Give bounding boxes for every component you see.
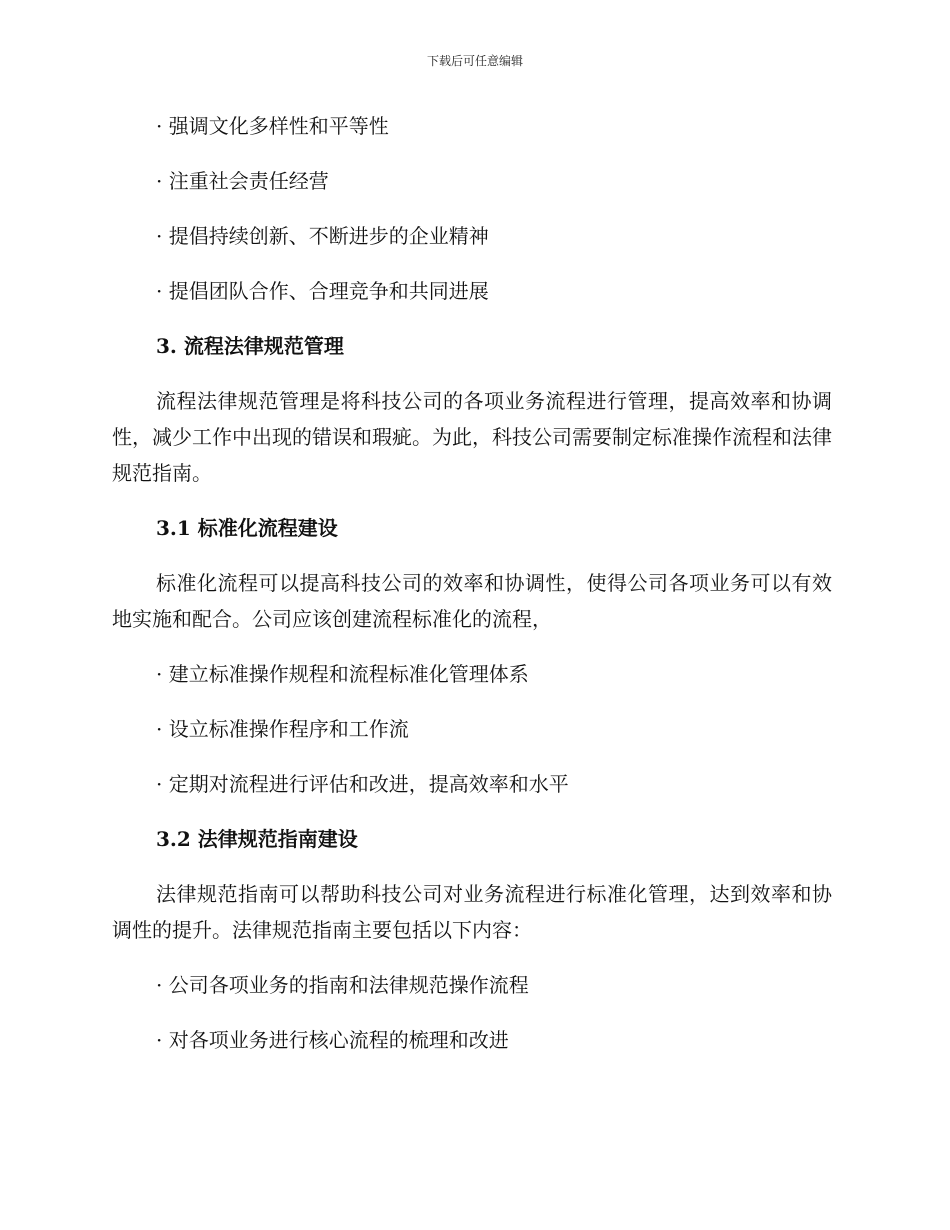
bullet-item: · 建立标准操作规程和流程标准化管理体系 xyxy=(156,662,529,686)
bullet-item: · 提倡持续创新、不断进步的企业精神 xyxy=(156,224,489,248)
bullet-item: · 对各项业务进行核心流程的梳理和改进 xyxy=(156,1028,509,1052)
page-header: 下载后可任意编辑 xyxy=(426,54,523,68)
paragraph: 标准化流程可以提高科技公司的效率和协调性，使得公司各项业务可以有效地实施和配合。公司应该创建流程标准化的流程， xyxy=(112,571,832,631)
paragraph: 法律规范指南可以帮助科技公司对业务流程进行标准化管理，达到效率和协调性的提升。法律规范指南主要包括以下内容： xyxy=(112,882,832,942)
bullet-item: · 设立标准操作程序和工作流 xyxy=(156,717,409,741)
subsection-heading: 3.2 法律规范指南建设 xyxy=(156,827,358,851)
bullet-item: · 公司各项业务的指南和法律规范操作流程 xyxy=(156,973,529,997)
bullet-item: · 强调文化多样性和平等性 xyxy=(156,114,389,138)
document-body xyxy=(112,108,832,1077)
bullet-item: · 定期对流程进行评估和改进，提高效率和水平 xyxy=(156,772,569,796)
paragraph: 流程法律规范管理是将科技公司的各项业务流程进行管理，提高效率和协调性，减少工作中出现的错误和瑕疵。为此，科技公司需要制定标准操作流程和法律规范指南。 xyxy=(112,389,832,485)
bullet-item: · 注重社会责任经营 xyxy=(156,169,329,193)
section-heading: 3. 流程法律规范管理 xyxy=(156,334,344,358)
bullet-item: · 提倡团队合作、合理竞争和共同进展 xyxy=(156,279,489,303)
subsection-heading: 3.1 标准化流程建设 xyxy=(156,516,338,540)
